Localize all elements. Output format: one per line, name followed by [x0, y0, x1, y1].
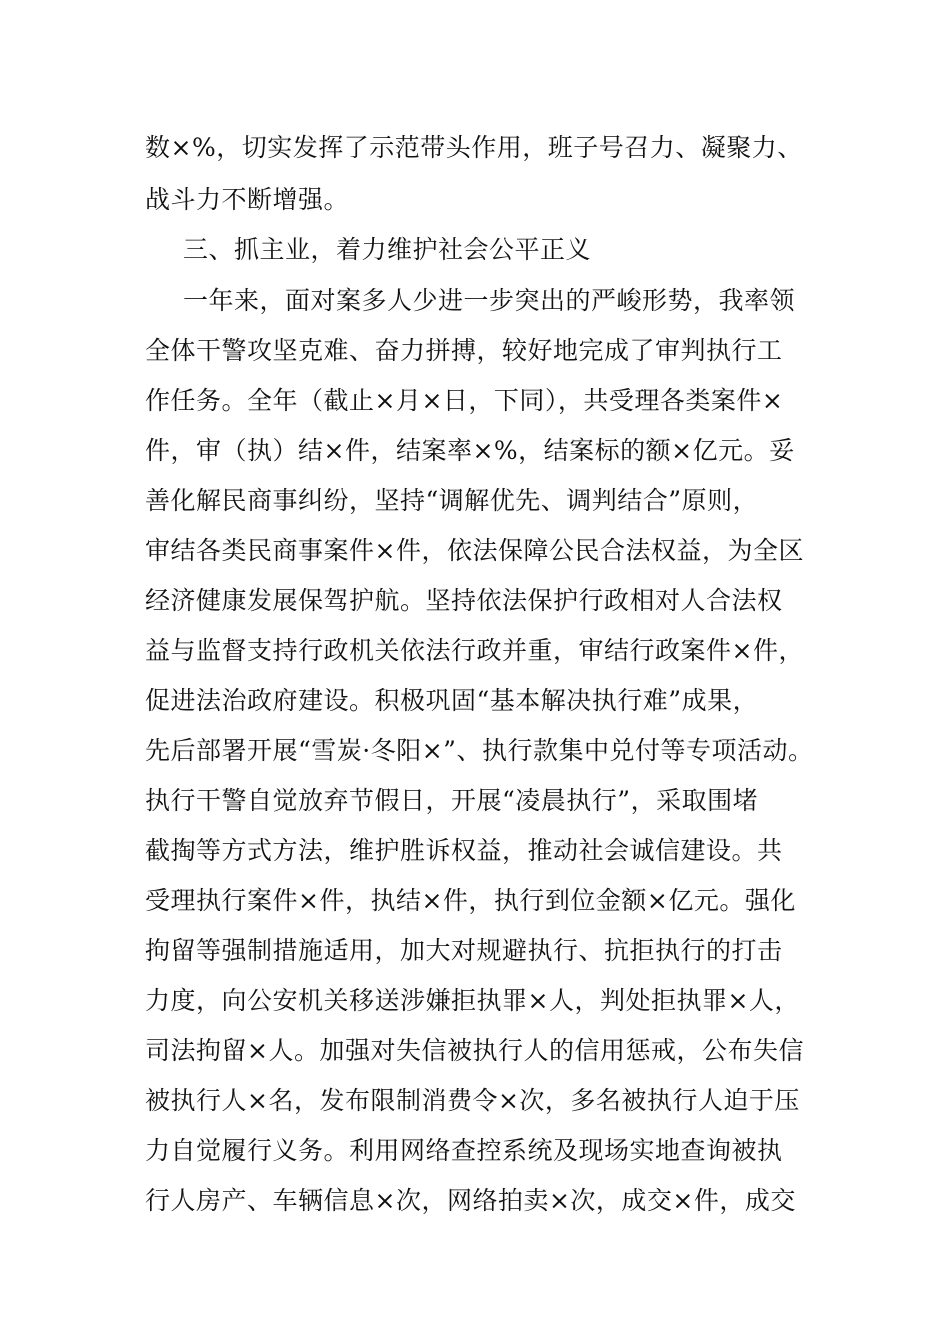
text-line: 司法拘留×人。加强对失信被执行人的信用惩戒，公布失信 — [145, 1036, 804, 1065]
text-line: 行人房产、车辆信息×次，网络拍卖×次，成交×件，成交 — [145, 1186, 796, 1215]
text-line: 件，审（执）结×件，结案率×%，结案标的额×亿元。妥 — [145, 436, 795, 465]
text-line: 经济健康发展保驾护航。坚持依法保护行政相对人合法权 — [145, 586, 783, 615]
text-line: 促进法治政府建设。积极巩固“基本解决执行难”成果， — [145, 686, 759, 715]
text-line: 拘留等强制措施适用，加大对规避执行、抗拒执行的打击 — [145, 936, 783, 965]
paragraph-first-line: 一年来，面对案多人少进一步突出的严峻形势，我率领 — [183, 286, 796, 315]
text-line: 战斗力不断增强。 — [145, 185, 350, 214]
text-line: 善化解民商事纠纷，坚持“调解优先、调判结合”原则， — [145, 486, 759, 515]
section-heading: 三、抓主业，着力维护社会公平正义 — [183, 235, 592, 264]
text-line: 力自觉履行义务。利用网络查控系统及现场实地查询被执 — [145, 1136, 783, 1165]
text-line: 受理执行案件×件，执结×件，执行到位金额×亿元。强化 — [145, 886, 796, 915]
text-line: 截掏等方式方法，维护胜诉权益，推动社会诚信建设。共 — [145, 836, 783, 865]
text-line: 被执行人×名，发布限制消费令×次，多名被执行人迫于压 — [145, 1086, 800, 1115]
text-line: 先后部署开展“雪炭·冬阳×”、执行款集中兑付等专项活动。 — [145, 736, 814, 765]
text-line: 全体干警攻坚克难、奋力拼搏，较好地完成了审判执行工 — [145, 336, 783, 365]
text-line: 审结各类民商事案件×件，依法保障公民合法权益，为全区 — [145, 536, 804, 565]
text-line: 作任务。全年（截止×月×日，下同），共受理各类案件× — [145, 386, 784, 415]
text-line: 数×%，切实发挥了示范带头作用，班子号召力、凝聚力、 — [145, 133, 803, 162]
text-line: 力度，向公安机关移送涉嫌拒执罪×人，判处拒执罪×人， — [145, 986, 800, 1015]
text-line: 益与监督支持行政机关依法行政并重，审结行政案件×件， — [145, 636, 804, 665]
text-line: 执行干警自觉放弃节假日，开展“凌晨执行”，采取围堵 — [145, 786, 759, 815]
